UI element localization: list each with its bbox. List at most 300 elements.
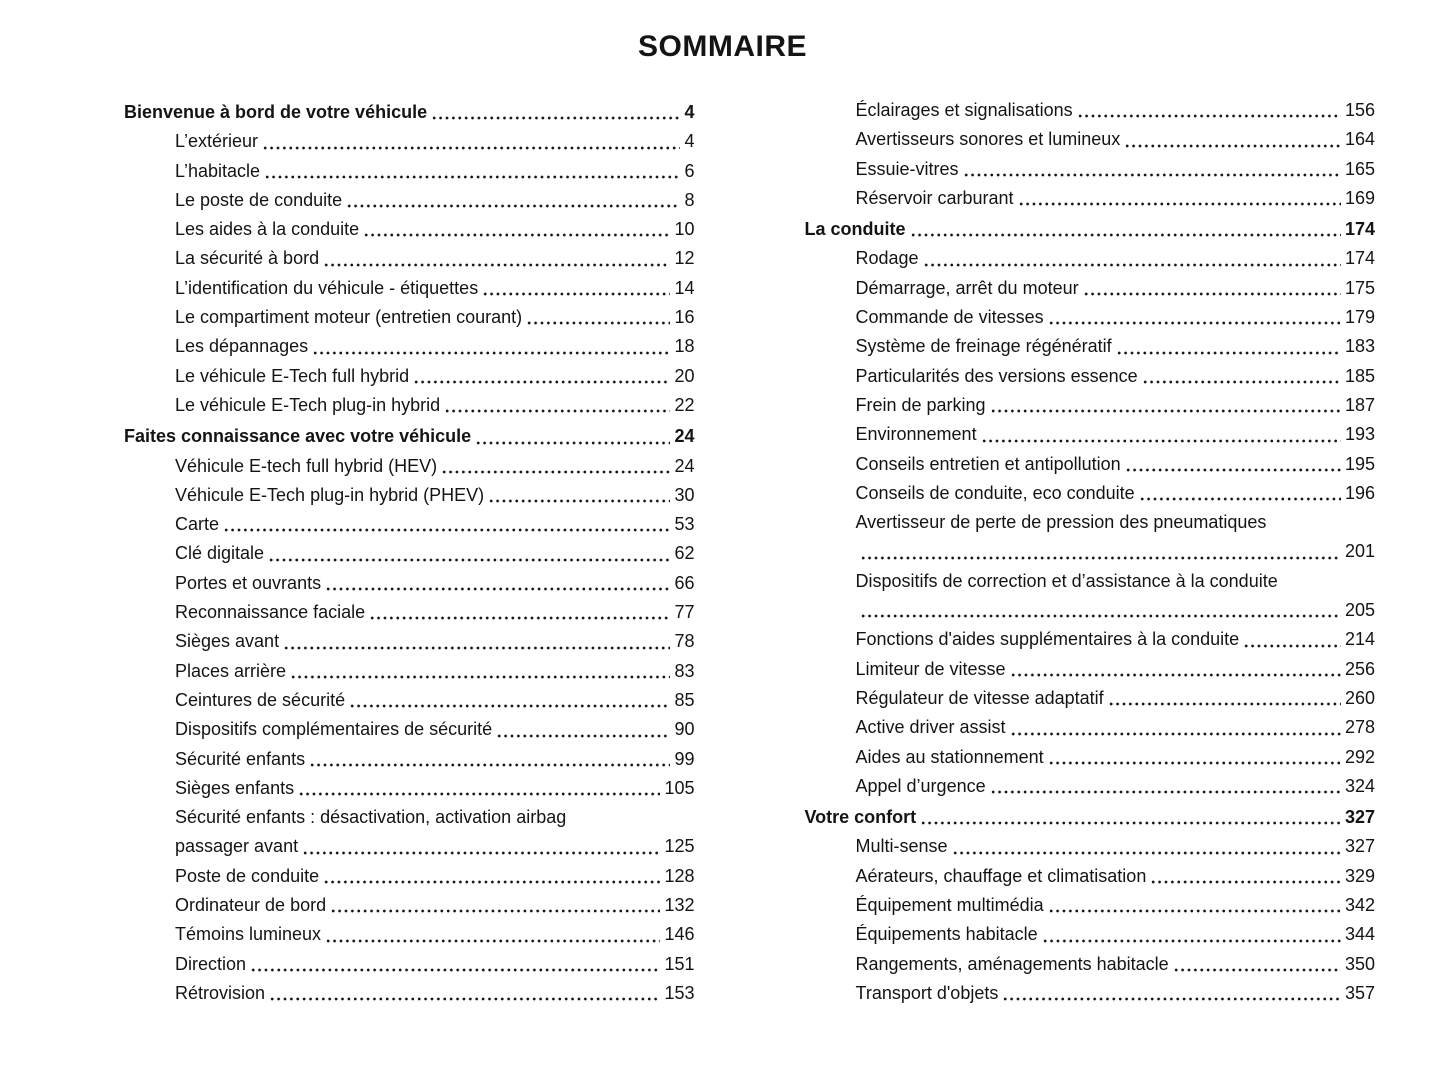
toc-entry-label: Portes et ouvrants xyxy=(175,572,322,593)
toc-entry-page: 14 xyxy=(674,277,695,298)
toc-item-entry[interactable] xyxy=(805,332,1376,361)
toc-item-entry[interactable] xyxy=(124,686,695,715)
dotted-leader xyxy=(363,233,670,237)
toc-entry-label-line1: Dispositifs de correction et d’assistance à la conduite xyxy=(855,570,1278,591)
toc-item-entry[interactable] xyxy=(805,96,1376,125)
dotted-leader xyxy=(325,939,660,943)
toc-item-entry[interactable] xyxy=(124,157,695,186)
toc-entry-page: 169 xyxy=(1344,187,1375,208)
toc-entry-label: Le véhicule E-Tech plug-in hybrid xyxy=(175,394,441,415)
dotted-leader xyxy=(910,233,1341,237)
dotted-leader xyxy=(1173,968,1341,972)
toc-entry-label: Démarrage, arrêt du moteur xyxy=(855,277,1079,298)
toc-item-entry[interactable] xyxy=(805,655,1376,684)
dotted-leader xyxy=(923,263,1341,267)
dotted-leader xyxy=(860,614,1341,618)
toc-entry-label-line1: Avertisseur de perte de pression des pneumatiques xyxy=(855,512,1267,533)
toc-entry-row xyxy=(856,684,1376,713)
toc-entry-label: Essuie-vitres xyxy=(855,158,959,179)
toc-section-entry[interactable] xyxy=(124,98,695,127)
toc-entry-page: 24 xyxy=(674,426,695,447)
toc-entry-page: 24 xyxy=(674,455,695,476)
toc-item-entry[interactable] xyxy=(805,891,1376,920)
toc-entry-row xyxy=(175,979,695,1008)
toc-item-entry[interactable] xyxy=(124,891,695,920)
dotted-leader xyxy=(1125,468,1341,472)
toc-entry-row xyxy=(175,627,695,656)
toc-item-entry[interactable] xyxy=(805,479,1376,508)
toc-entry-row xyxy=(856,625,1376,654)
toc-entry-label: Poste de conduite xyxy=(175,865,320,886)
toc-entry-page: 174 xyxy=(1344,248,1375,269)
dotted-leader xyxy=(1048,761,1341,765)
toc-entry-row xyxy=(856,979,1376,1008)
toc-item-entry[interactable] xyxy=(805,743,1376,772)
toc-entry-row xyxy=(175,303,695,332)
toc-entry-row xyxy=(175,362,695,391)
toc-entry-label: Fonctions d'aides supplémentaires à la conduite xyxy=(855,629,1240,650)
toc-entry-page: 146 xyxy=(664,924,695,945)
dotted-leader xyxy=(496,734,670,738)
toc-item-entry[interactable] xyxy=(805,391,1376,420)
toc-entry-page: 292 xyxy=(1344,746,1375,767)
toc-entry-row xyxy=(124,422,695,451)
toc-item-entry[interactable] xyxy=(805,832,1376,861)
dotted-leader xyxy=(1010,673,1341,677)
toc-entry-label: Rodage xyxy=(855,248,919,269)
toc-entry-row xyxy=(856,420,1376,449)
toc-entry-row xyxy=(124,98,695,127)
toc-entry-page: 30 xyxy=(674,484,695,505)
dotted-leader xyxy=(526,321,670,325)
toc-entry-row xyxy=(175,950,695,979)
toc-entry-row xyxy=(856,479,1376,508)
toc-entry-page: 329 xyxy=(1344,865,1375,886)
dotted-leader xyxy=(963,173,1341,177)
toc-entry-page: 214 xyxy=(1344,629,1375,650)
toc-item-entry[interactable] xyxy=(805,979,1376,1008)
toc-entry-row xyxy=(175,481,695,510)
dotted-leader xyxy=(1108,702,1341,706)
toc-entry-page: 342 xyxy=(1344,895,1375,916)
toc-entry-page: 357 xyxy=(1344,982,1375,1003)
toc-entry-label: Système de freinage régénératif xyxy=(855,336,1112,357)
toc-entry-page: 175 xyxy=(1344,277,1375,298)
toc-entry-label: La conduite xyxy=(804,219,906,240)
toc-entry-row xyxy=(856,125,1376,154)
toc-entry-label: Équipements habitacle xyxy=(855,924,1038,945)
toc-entry-row xyxy=(856,391,1376,420)
dotted-leader xyxy=(323,263,670,267)
dotted-leader xyxy=(262,146,680,150)
toc-item-entry[interactable] xyxy=(805,274,1376,303)
toc-item-entry[interactable] xyxy=(124,774,695,803)
toc-entry-row xyxy=(175,569,695,598)
dotted-leader xyxy=(1124,144,1341,148)
toc-entry-page: 344 xyxy=(1344,924,1375,945)
toc-entry-page: 201 xyxy=(1344,541,1375,562)
toc-item-entry[interactable] xyxy=(805,920,1376,949)
toc-entry-page: 8 xyxy=(684,189,695,210)
dotted-leader xyxy=(1042,939,1341,943)
toc-item-entry[interactable] xyxy=(124,862,695,891)
toc-item-entry[interactable] xyxy=(124,745,695,774)
toc-entry-page: 10 xyxy=(674,219,695,240)
toc-entry-page: 105 xyxy=(664,777,695,798)
toc-entry-page: 90 xyxy=(674,719,695,740)
dotted-leader xyxy=(346,204,680,208)
dotted-leader xyxy=(330,909,660,913)
toc-entry-label: Frein de parking xyxy=(855,394,986,415)
toc-item-entry[interactable] xyxy=(124,274,695,303)
toc-entry-row xyxy=(175,920,695,949)
toc-entry-row xyxy=(175,332,695,361)
dotted-leader xyxy=(283,646,670,650)
toc-entry-row xyxy=(175,657,695,686)
toc-entry-row xyxy=(175,510,695,539)
toc-entry-label: Multi-sense xyxy=(855,836,948,857)
toc-entry-page: 22 xyxy=(674,394,695,415)
dotted-leader xyxy=(413,380,670,384)
toc-item-entry[interactable] xyxy=(124,303,695,332)
toc-section-entry[interactable] xyxy=(805,215,1376,244)
toc-entry-page: 99 xyxy=(674,748,695,769)
toc-entry-label: Aides au stationnement xyxy=(855,746,1044,767)
toc-entry-page: 193 xyxy=(1344,424,1375,445)
toc-entry-label: Équipement multimédia xyxy=(855,895,1044,916)
dotted-leader xyxy=(264,175,680,179)
toc-entry-row xyxy=(175,891,695,920)
toc-entry-label: Rétrovision xyxy=(175,982,266,1003)
toc-entry-row xyxy=(175,832,695,861)
toc-item-entry[interactable] xyxy=(124,715,695,744)
toc-entry-page: 153 xyxy=(664,982,695,1003)
toc-entry-label-line1: Sécurité enfants : désactivation, activation airbag xyxy=(175,807,567,828)
toc-entry-label: Carte xyxy=(175,514,220,535)
dotted-leader xyxy=(349,704,670,708)
toc-item-entry[interactable] xyxy=(124,127,695,156)
toc-entry-page: 62 xyxy=(674,543,695,564)
toc-entry-label: Rangements, aménagements habitacle xyxy=(855,953,1169,974)
dotted-leader xyxy=(1048,909,1341,913)
toc-entry-label: Votre confort xyxy=(804,807,917,828)
toc-entry-row xyxy=(856,332,1376,361)
toc-item-entry[interactable] xyxy=(124,539,695,568)
toc-item-entry[interactable] xyxy=(124,215,695,244)
dotted-leader xyxy=(475,441,670,445)
toc-entry-row xyxy=(856,832,1376,861)
dotted-leader xyxy=(323,880,660,884)
toc-entry-label: Active driver assist xyxy=(855,717,1006,738)
toc-item-entry[interactable] xyxy=(124,244,695,273)
toc-item-entry[interactable] xyxy=(124,598,695,627)
toc-columns xyxy=(0,64,1445,1008)
toc-entry-label: Conseils de conduite, eco conduite xyxy=(855,482,1135,503)
dotted-leader xyxy=(990,409,1341,413)
toc-entry-row xyxy=(856,772,1376,801)
toc-entry-label: Les aides à la conduite xyxy=(175,219,360,240)
toc-section-entry[interactable] xyxy=(124,422,695,451)
toc-item-entry[interactable] xyxy=(124,569,695,598)
toc-entry-row xyxy=(175,215,695,244)
toc-entry-row xyxy=(175,452,695,481)
toc-entry-page: 53 xyxy=(674,514,695,535)
toc-item-entry[interactable] xyxy=(805,684,1376,713)
dotted-leader xyxy=(441,470,670,474)
toc-column-right xyxy=(805,96,1376,1008)
toc-entry-page: 77 xyxy=(674,602,695,623)
toc-entry-label: Le compartiment moteur (entretien courant) xyxy=(175,307,523,328)
toc-entry-label: Sièges enfants xyxy=(175,777,295,798)
toc-item-entry[interactable] xyxy=(124,979,695,1008)
dotted-leader xyxy=(1002,997,1341,1001)
toc-entry-row xyxy=(175,715,695,744)
toc-item-entry[interactable] xyxy=(805,713,1376,742)
toc-entry-row xyxy=(805,803,1376,832)
toc-entry-page: 187 xyxy=(1344,394,1375,415)
toc-entry-row xyxy=(175,774,695,803)
toc-entry-label: Places arrière xyxy=(175,660,287,681)
toc-entry-row xyxy=(856,950,1376,979)
toc-entry-page: 78 xyxy=(674,631,695,652)
toc-entry-page: 6 xyxy=(684,160,695,181)
toc-entry-page: 165 xyxy=(1344,158,1375,179)
toc-section-entry[interactable] xyxy=(805,803,1376,832)
toc-item-entry[interactable] xyxy=(805,567,1376,626)
toc-entry-label: Bienvenue à bord de votre véhicule xyxy=(124,102,428,122)
toc-entry-row xyxy=(175,157,695,186)
toc-entry-page: 174 xyxy=(1344,219,1375,240)
toc-entry-page: 324 xyxy=(1344,775,1375,796)
toc-entry-label: La sécurité à bord xyxy=(175,248,320,269)
toc-entry-label: Particularités des versions essence xyxy=(855,365,1138,386)
toc-entry-label: Dispositifs complémentaires de sécurité xyxy=(175,719,493,740)
toc-entry-label: L’extérieur xyxy=(175,131,259,152)
toc-entry-page: 125 xyxy=(664,836,695,857)
toc-column-left xyxy=(124,96,695,1008)
toc-entry-page: 83 xyxy=(674,660,695,681)
toc-item-entry[interactable] xyxy=(805,862,1376,891)
toc-entry-row xyxy=(175,274,695,303)
dotted-leader xyxy=(325,587,670,591)
dotted-leader xyxy=(920,821,1341,825)
toc-entry-label: Avertisseurs sonores et lumineux xyxy=(855,129,1121,150)
toc-entry-label: Le véhicule E-Tech full hybrid xyxy=(175,365,410,386)
toc-entry-label: Régulateur de vitesse adaptatif xyxy=(855,687,1104,708)
toc-entry-label: Reconnaissance faciale xyxy=(175,602,366,623)
toc-entry-page: 195 xyxy=(1344,453,1375,474)
dotted-leader xyxy=(1243,644,1341,648)
toc-entry-row xyxy=(856,655,1376,684)
toc-entry-label: Aérateurs, chauffage et climatisation xyxy=(855,865,1147,886)
toc-entry-row xyxy=(175,186,695,215)
toc-entry-page: 256 xyxy=(1344,658,1375,679)
toc-item-entry[interactable] xyxy=(805,303,1376,332)
dotted-leader xyxy=(444,409,670,413)
toc-entry-label: Transport d'objets xyxy=(855,982,999,1003)
toc-entry-label: L’habitacle xyxy=(175,160,261,181)
toc-item-entry[interactable] xyxy=(805,625,1376,654)
toc-entry-row xyxy=(175,745,695,774)
toc-entry-page: 18 xyxy=(674,336,695,357)
toc-entry-label: Les dépannages xyxy=(175,336,309,357)
toc-entry-page: 185 xyxy=(1344,365,1375,386)
toc-entry-label: Ceintures de sécurité xyxy=(175,689,346,710)
toc-entry-label: Environnement xyxy=(855,424,977,445)
toc-entry-page: 151 xyxy=(664,953,695,974)
toc-entry-page: 183 xyxy=(1344,336,1375,357)
dotted-leader xyxy=(369,616,670,620)
toc-entry-row xyxy=(805,215,1376,244)
toc-entry-page: 132 xyxy=(664,895,695,916)
toc-item-entry[interactable] xyxy=(805,184,1376,213)
toc-entry-row xyxy=(856,920,1376,949)
dotted-leader xyxy=(1048,321,1341,325)
toc-entry-page: 164 xyxy=(1344,129,1375,150)
toc-entry-label: Sièges avant xyxy=(175,631,280,652)
toc-entry-label: Clé digitale xyxy=(175,543,265,564)
toc-item-entry[interactable] xyxy=(805,244,1376,273)
toc-entry-page: 327 xyxy=(1344,807,1375,828)
dotted-leader xyxy=(990,790,1341,794)
toc-entry-row xyxy=(856,450,1376,479)
toc-entry-label: Conseils entretien et antipollution xyxy=(855,453,1121,474)
dotted-leader xyxy=(981,439,1341,443)
toc-entry-label: passager avant xyxy=(175,836,299,857)
toc-entry-label: Véhicule E-tech full hybrid (HEV) xyxy=(175,455,438,476)
dotted-leader xyxy=(860,556,1341,560)
toc-entry-label: Faites connaissance avec votre véhicule xyxy=(124,426,472,447)
dotted-leader xyxy=(1150,880,1341,884)
dotted-leader xyxy=(1010,732,1341,736)
toc-entry-row xyxy=(175,244,695,273)
toc-item-entry[interactable] xyxy=(124,391,695,420)
toc-item-entry[interactable] xyxy=(805,420,1376,449)
dotted-leader xyxy=(431,116,680,120)
toc-entry-page: 16 xyxy=(674,307,695,328)
toc-entry-row xyxy=(175,127,695,156)
toc-item-entry[interactable] xyxy=(805,362,1376,391)
toc-entry-page: 4 xyxy=(684,131,695,152)
toc-entry-row xyxy=(856,96,1376,125)
dotted-leader xyxy=(482,292,670,296)
toc-entry-label: L’identification du véhicule - étiquettes xyxy=(175,277,479,298)
toc-entry-label: Sécurité enfants xyxy=(175,748,306,769)
toc-item-entry[interactable] xyxy=(124,803,695,862)
toc-entry-label: Réservoir carburant xyxy=(855,187,1014,208)
toc-item-entry[interactable] xyxy=(805,950,1376,979)
toc-entry-label: Limiteur de vitesse xyxy=(855,658,1006,679)
dotted-leader xyxy=(309,763,670,767)
toc-entry-row xyxy=(856,891,1376,920)
dotted-leader xyxy=(1139,497,1341,501)
dotted-leader xyxy=(290,675,670,679)
toc-item-entry[interactable] xyxy=(124,510,695,539)
dotted-leader xyxy=(1083,292,1341,296)
toc-entry-page: 20 xyxy=(674,365,695,386)
toc-item-entry[interactable] xyxy=(124,186,695,215)
toc-entry-page: 205 xyxy=(1344,600,1375,621)
toc-entry-page: 260 xyxy=(1344,687,1375,708)
toc-entry-page: 128 xyxy=(664,865,695,886)
dotted-leader xyxy=(1018,202,1341,206)
toc-item-entry[interactable] xyxy=(124,332,695,361)
toc-entry-row xyxy=(175,391,695,420)
toc-entry-label: Appel d’urgence xyxy=(855,775,986,796)
toc-item-entry[interactable] xyxy=(805,450,1376,479)
toc-entry-row xyxy=(856,184,1376,213)
toc-entry-page: 179 xyxy=(1344,307,1375,328)
toc-item-entry[interactable] xyxy=(124,627,695,656)
toc-entry-label: Éclairages et signalisations xyxy=(855,100,1073,120)
dotted-leader xyxy=(952,851,1341,855)
toc-entry-page: 278 xyxy=(1344,717,1375,738)
toc-item-entry[interactable] xyxy=(805,508,1376,567)
toc-entry-label: Témoins lumineux xyxy=(175,924,322,945)
toc-entry-page: 85 xyxy=(674,689,695,710)
dotted-leader xyxy=(250,968,660,972)
toc-entry-row xyxy=(175,862,695,891)
toc-entry-label: Véhicule E-Tech plug-in hybrid (PHEV) xyxy=(175,484,485,505)
toc-entry-row xyxy=(856,713,1376,742)
toc-entry-row xyxy=(856,362,1376,391)
toc-item-entry[interactable] xyxy=(124,950,695,979)
toc-entry-page: 350 xyxy=(1344,953,1375,974)
toc-entry-row xyxy=(856,155,1376,184)
toc-item-entry[interactable] xyxy=(124,920,695,949)
toc-item-entry[interactable] xyxy=(805,125,1376,154)
toc-entry-row xyxy=(856,274,1376,303)
toc-item-entry[interactable] xyxy=(124,657,695,686)
toc-entry-page: 327 xyxy=(1344,836,1375,857)
toc-entry-row xyxy=(856,862,1376,891)
toc-entry-page: 12 xyxy=(674,248,695,269)
dotted-leader xyxy=(1142,380,1341,384)
dotted-leader xyxy=(1077,114,1341,118)
dotted-leader xyxy=(223,528,670,532)
toc-entry-row xyxy=(856,537,1376,566)
toc-entry-page: 4 xyxy=(684,102,695,122)
toc-entry-row xyxy=(175,686,695,715)
toc-entry-label: Commande de vitesses xyxy=(855,307,1044,328)
toc-entry-row xyxy=(856,596,1376,625)
toc-entry-page: 196 xyxy=(1344,482,1375,503)
toc-entry-row xyxy=(856,303,1376,332)
dotted-leader xyxy=(268,558,670,562)
toc-item-entry[interactable] xyxy=(805,772,1376,801)
toc-item-entry[interactable] xyxy=(124,362,695,391)
toc-entry-row xyxy=(856,244,1376,273)
toc-item-entry[interactable] xyxy=(124,452,695,481)
toc-entry-page: 156 xyxy=(1344,100,1375,120)
dotted-leader xyxy=(312,351,670,355)
toc-entry-row xyxy=(856,743,1376,772)
toc-item-entry[interactable] xyxy=(124,481,695,510)
toc-entry-row xyxy=(175,598,695,627)
page-title: SOMMAIRE xyxy=(638,30,807,63)
dotted-leader xyxy=(1116,351,1341,355)
toc-item-entry[interactable] xyxy=(805,155,1376,184)
toc-entry-label: Le poste de conduite xyxy=(175,189,343,210)
toc-entry-page: 66 xyxy=(674,572,695,593)
dotted-leader xyxy=(488,499,670,503)
dotted-leader xyxy=(298,792,660,796)
dotted-leader xyxy=(269,997,660,1001)
toc-entry-row xyxy=(175,539,695,568)
toc-entry-label: Direction xyxy=(175,953,247,974)
toc-entry-label: Ordinateur de bord xyxy=(175,895,327,916)
dotted-leader xyxy=(302,851,660,855)
